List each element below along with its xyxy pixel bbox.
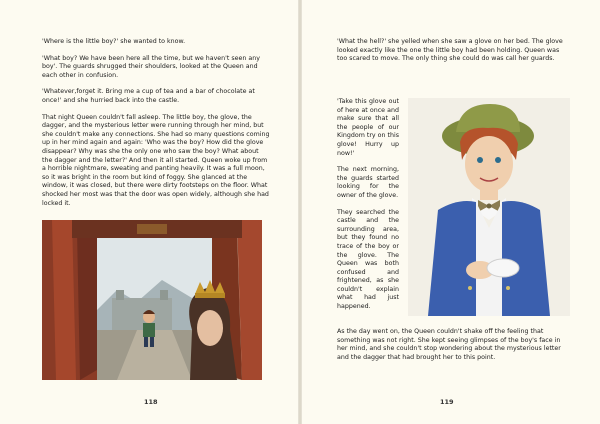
right-column-paragraph-1: 'Take this glove out of here at once and make sure that all the people of our Kingdom try on this glove! Hurry up now!' [337,98,399,157]
left-paragraph-2: 'What boy? We have been here all the time, but we haven't seen any boy'. The guards shrugged their shoulders, looked at the Queen and each other in confusion. [42,54,260,79]
right-top-text: 'What the hell?' she yelled when she saw a glove on her bed. The glove looked exactly like the one the little boy had been holding. Queen was too scared to move. The only thing she could do was call her guards. [337,38,563,63]
right-page [302,0,600,424]
illustration-queen-and-boy [42,220,262,380]
right-column-text [337,98,399,320]
right-column-paragraph-3: They searched the castle and the surrounding area, but they found no trace of the boy or the glove. The Queen was both confused and frightened, as she couldn't explain what had just happened. [337,208,399,311]
right-column-paragraph-2: The next morning, the guards started looking for the owner of the glove. [337,166,399,199]
right-bottom-text: As the day went on, the Queen couldn't shake off the feeling that something was not right. She kept seeing glimpses of the boy's face in her mind, and she couldn't stop wondering about the mysterious letter and the dagger that had brought her to this point. [337,328,561,361]
left-paragraph-1: 'Where is the little boy?' she wanted to know. [42,38,186,45]
left-page [0,0,298,424]
left-paragraph-4: That night Queen couldn't fall asleep. The little boy, the glove, the dagger, and the mysterious letter were running through her mind, but she couldn't make any connections. She had so many questions coming up in her mind again and again: 'Who was the boy? How did the glove disappear? Why was she the only one who saw the boy? What about the dagger and the letter?' And then it all started. Queen woke up from a horrible nightmare, sweating and panting heavily. It was a full moon, so it was bright in the room but kind of foggy. She glanced at the window, it was closed, but there were dirty footsteps on the floor. What shocked her most was that the door was open widely, although she had locked it. [42,113,270,207]
left-paragraph-3: 'Whatever,forget it. Bring me a cup of tea and a bar of chocolate at once!' and she hurried back into the castle. [42,88,255,104]
page-number-left: 118 [144,398,158,406]
page-number-right: 119 [440,398,454,406]
illustration-boy-with-glove [408,98,570,316]
left-page-text [42,38,270,216]
